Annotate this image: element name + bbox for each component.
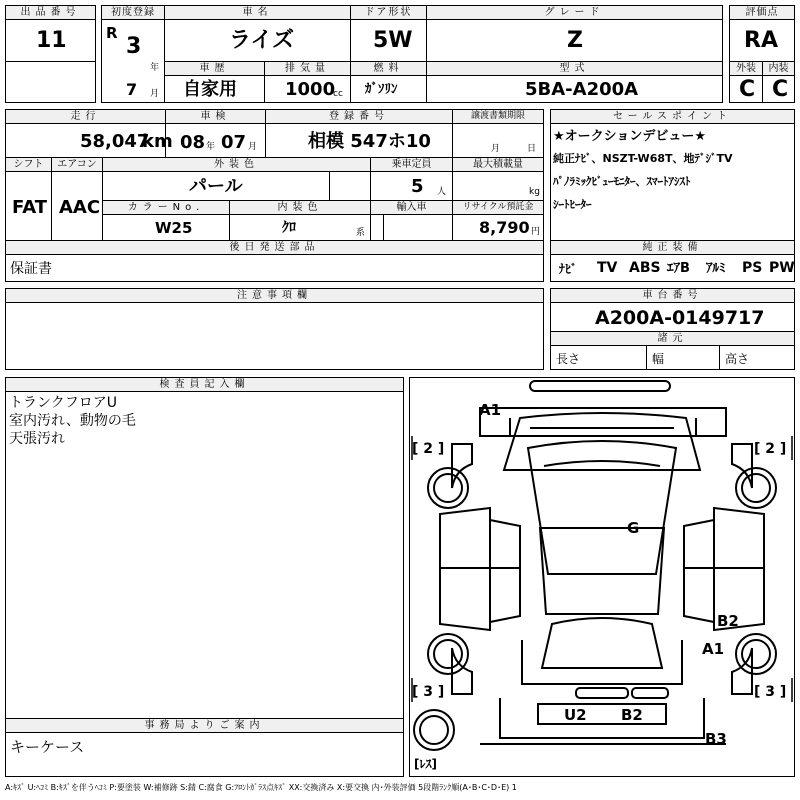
equipment-tv: TV: [597, 260, 618, 276]
history: 自家用: [183, 79, 237, 100]
transfer-label: 譲渡書類期限: [452, 109, 544, 124]
ac-cell: [51, 171, 103, 241]
color-no-cell: [102, 214, 230, 241]
lot-no-label: 出品番号: [5, 5, 96, 20]
later-parts-label: 後日発送部品: [5, 240, 544, 255]
length-cell: [550, 345, 647, 370]
equipment-label: 純正装備: [550, 240, 795, 255]
exterior-cell: [729, 75, 763, 103]
door-cell: [350, 19, 427, 62]
ac: AAC: [59, 197, 101, 218]
mileage: 58,047: [80, 131, 150, 152]
int-color-label: 内装色: [229, 200, 371, 215]
height-label: 高さ: [725, 352, 750, 366]
int-color: ｸﾛ: [282, 220, 296, 236]
transfer-cell: [452, 123, 544, 158]
capacity: 5: [411, 176, 424, 197]
mark-right-rear-fender: A1: [702, 640, 725, 658]
sales-point-cell: [550, 123, 795, 241]
exterior-score: C: [739, 77, 756, 102]
mark-rear-panel: B3: [705, 730, 727, 748]
max-load-unit: kg: [529, 187, 540, 197]
displacement-cell: [264, 75, 351, 103]
color-no: W25: [155, 219, 193, 237]
insp-month-unit: 月: [248, 142, 258, 152]
height-cell: [719, 345, 795, 370]
width-label: 幅: [652, 352, 665, 366]
equipment-airbag: ｴｱB: [667, 261, 690, 276]
car-diagram-box: [409, 377, 795, 777]
first-reg-year: 3: [126, 34, 142, 59]
fuel-cell: [350, 75, 427, 103]
year-unit: 年: [150, 63, 160, 73]
mark-right-rear-door: B2: [717, 612, 739, 630]
recycle-label: リサイクル預託金: [452, 200, 544, 215]
mark-front-bumper: A1: [479, 401, 502, 419]
door-label: ドア形状: [350, 5, 427, 20]
later-parts-value: 保証書: [10, 261, 52, 277]
shift-cell: [5, 171, 52, 241]
capacity-label: 乗車定員: [370, 157, 453, 172]
car-name-cell: [164, 19, 351, 62]
mileage-label: 走行: [5, 109, 166, 124]
ext-color-label: 外装色: [102, 157, 371, 172]
interior-cell: [762, 75, 795, 103]
sales-line-2: 純正ﾅﾋﾞ、NSZT-W68T、地ﾃﾞｼﾞTV: [553, 152, 733, 165]
recycle-cell: [452, 214, 544, 241]
ext-color-blank: [329, 171, 371, 201]
first-reg-label: 初度登録: [101, 5, 165, 20]
max-load-label: 最大積載量: [452, 157, 544, 172]
specs-label: 諸元: [550, 331, 795, 346]
history-label: 車歴: [164, 61, 265, 76]
width-cell: [646, 345, 720, 370]
import-cell-b: [383, 214, 453, 241]
inspector-line-1: トランクフロアU: [9, 395, 117, 411]
transfer-day-unit: 日: [527, 144, 537, 154]
caution-label: 注意事項欄: [5, 288, 544, 303]
lot-no: 11: [36, 28, 67, 53]
color-no-label: カラーNo.: [102, 200, 230, 215]
inspection-label: 車検: [165, 109, 266, 124]
reg-no-cell: [265, 123, 453, 158]
reg-no-label: 登録番号: [265, 109, 453, 124]
inspection-cell: [165, 123, 266, 158]
first-reg-month: 7: [126, 80, 138, 99]
door-type: 5W: [373, 28, 413, 53]
lot-no-cell: [5, 19, 96, 62]
ac-label: エアコン: [51, 157, 103, 172]
office-cell: [5, 732, 404, 777]
model-label: 型式: [426, 61, 723, 76]
caution-cell: [5, 302, 544, 370]
length-label: 長さ: [556, 352, 581, 366]
office-label: 事務局よりご案内: [5, 718, 404, 733]
spare-tire: [ﾚｽ]: [414, 757, 437, 771]
mark-windshield: G: [627, 519, 640, 537]
score: RA: [744, 28, 778, 53]
shift: FAT: [12, 197, 48, 218]
equipment-cell: [550, 254, 795, 282]
grade-label: グレード: [426, 5, 723, 20]
score-cell: [729, 19, 795, 62]
insp-year: 08: [180, 132, 206, 153]
recycle-unit: 円: [531, 227, 541, 237]
import-cell-a: [370, 214, 384, 241]
equipment-ps: PS: [742, 260, 763, 276]
mileage-unit: km: [142, 131, 173, 152]
car-diagram: [410, 378, 794, 776]
car-name: ライズ: [229, 28, 295, 53]
lot-no-blank: [5, 61, 96, 103]
later-parts-cell: [5, 254, 544, 282]
transfer-month-unit: 月: [491, 144, 501, 154]
capacity-unit: 人: [437, 187, 447, 197]
equipment-alloy: ｱﾙﾐ: [706, 261, 726, 276]
recycle: 8,790: [479, 218, 530, 237]
history-cell: [164, 75, 265, 103]
tire-front-left: [ 2 ]: [412, 441, 445, 457]
era: R: [106, 24, 118, 42]
exterior-label: 外装: [729, 61, 763, 76]
equipment-navi: ﾅﾋﾞ: [559, 262, 578, 276]
sales-point-label: セールスポイント: [550, 109, 795, 124]
car-name-label: 車名: [164, 5, 351, 20]
grade: Z: [567, 28, 583, 53]
ext-color-cell: [102, 171, 330, 201]
shift-label: シフト: [5, 157, 52, 172]
capacity-cell: [370, 171, 453, 201]
model-cell: [426, 75, 723, 103]
int-color-unit: 系: [356, 228, 366, 238]
first-reg-cell: [101, 19, 165, 103]
sales-line-1: ★オークションデビュー★: [553, 129, 707, 144]
score-label: 評価点: [729, 5, 795, 20]
fuel-label: 燃料: [350, 61, 427, 76]
grade-cell: [426, 19, 723, 62]
fuel: ｶﾞｿﾘﾝ: [365, 82, 398, 97]
displacement-label: 排気量: [264, 61, 351, 76]
sales-line-3: ﾊﾟﾉﾗﾐｯｸﾋﾞｭｰﾓﾆﾀｰ、ｽﾏｰﾄｱｼｽﾄ: [553, 175, 691, 188]
chassis-label: 車台番号: [550, 288, 795, 303]
month-unit: 月: [150, 89, 160, 99]
equipment-abs: ABS: [629, 260, 661, 276]
interior-label: 内装: [762, 61, 795, 76]
tire-rear-left: [ 3 ]: [412, 684, 445, 700]
max-load-cell: [452, 171, 544, 201]
tire-front-right: [ 2 ]: [754, 441, 787, 457]
equipment-pw: PW: [769, 260, 795, 276]
interior-score: C: [772, 77, 789, 102]
insp-year-unit: 年: [206, 142, 216, 152]
inspector-label: 検査員記入欄: [5, 377, 404, 392]
chassis-cell: [550, 302, 795, 332]
chassis-number: A200A-0149717: [595, 307, 765, 329]
int-color-cell: [229, 214, 371, 241]
inspector-line-3: 天張汚れ: [9, 431, 65, 447]
office-value: キーケース: [10, 738, 85, 756]
insp-month: 07: [221, 132, 247, 153]
mark-rear-bumper-right: B2: [621, 706, 643, 724]
inspector-line-2: 室内汚れ、動物の毛: [9, 413, 136, 429]
displacement-unit: cc: [333, 89, 343, 99]
displacement: 1000: [285, 79, 336, 100]
reg-no: 相模 547ホ10: [308, 131, 431, 152]
import-label: 輸入車: [370, 200, 453, 215]
mileage-cell: [5, 123, 173, 158]
model: 5BA-A200A: [525, 79, 639, 100]
legend: A:ｷｽﾞ U:ﾍｺﾐ B:ｷｽﾞを伴うﾍｺﾐ P:要塗装 W:補修跡 S:錆 C:腐食 G:ﾌﾛﾝﾄｶﾞﾗｽ点ｷｽﾞ XX:交換済み X:要交換 内･外装評価 5段階ﾗﾝｸ順(A･B･C･D･E) 1: [5, 783, 517, 792]
ext-color: パール: [189, 176, 243, 197]
sales-line-4: ｼｰﾄﾋｰﾀｰ: [553, 198, 592, 211]
inspector-cell: [5, 391, 404, 719]
mark-rear-bumper-left: U2: [564, 706, 587, 724]
tire-rear-right: [ 3 ]: [754, 684, 787, 700]
